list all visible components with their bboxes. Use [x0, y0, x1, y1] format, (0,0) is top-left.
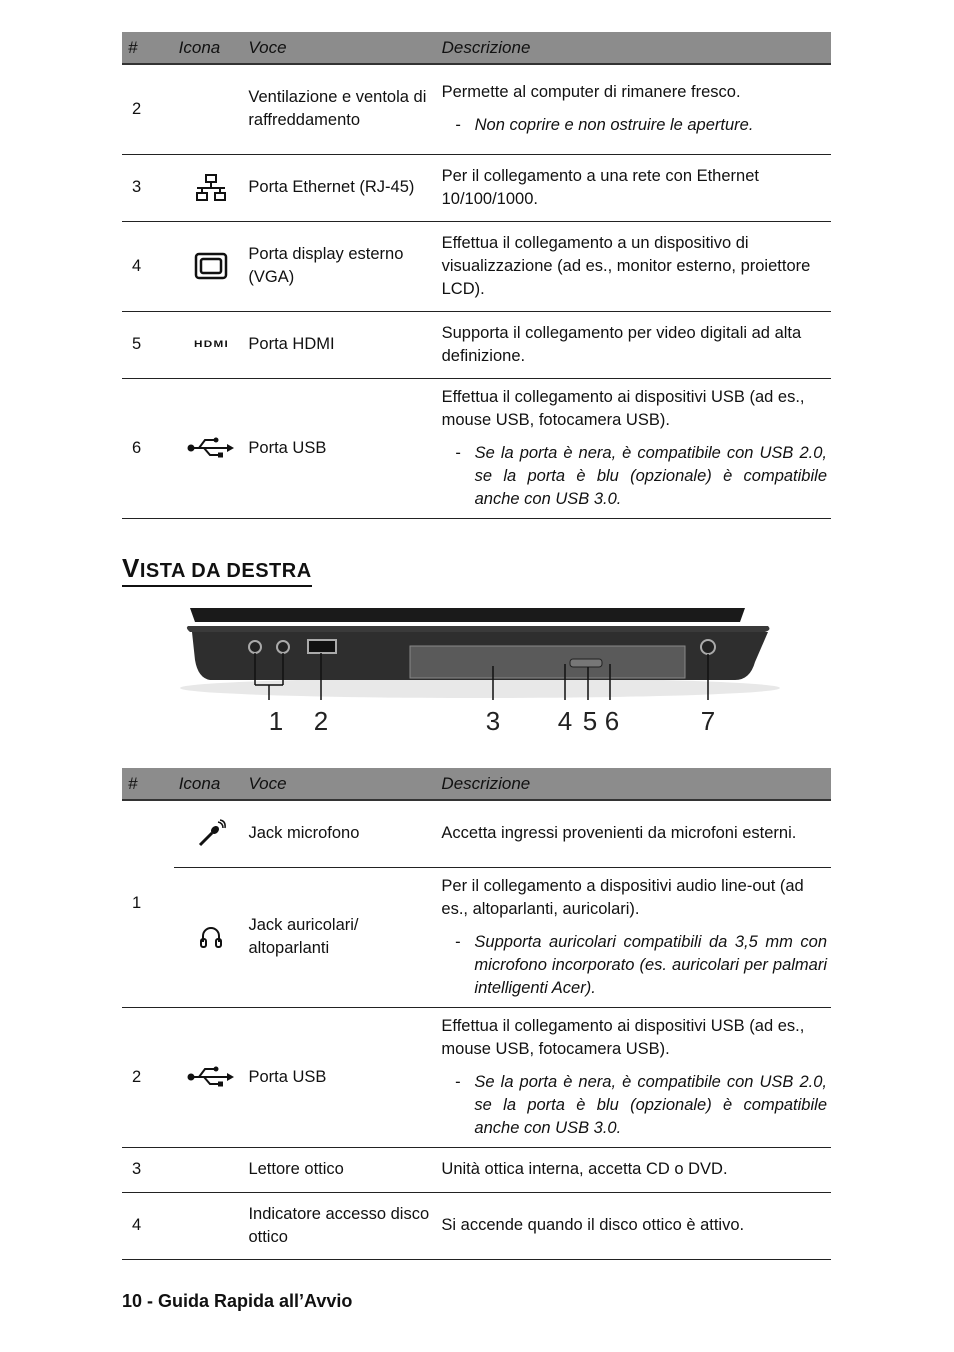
- desc-bullet: - Supporta auricolari compatibili da 3,5 mm con microfono incorporato (es. auricolari per palmari intelligenti Acer).: [455, 932, 827, 997]
- row-number: 2: [122, 1007, 174, 1147]
- row-voce: Porta USB: [248, 1007, 441, 1147]
- icon-cell: [174, 64, 249, 154]
- section-title: VISTA DA DESTRA: [122, 554, 312, 587]
- desc-text: Per il collegamento a dispositivi audio line-out (ad es., altoparlanti, auricolari).: [441, 876, 804, 918]
- row-voce: Ventilazione e ventola di raffreddamento: [248, 64, 441, 154]
- row-number: 3: [122, 1147, 174, 1192]
- desc-text: Permette al computer di rimanere fresco.: [441, 83, 741, 102]
- icon-cell: [174, 378, 249, 518]
- table-row: [122, 1192, 831, 1259]
- table-row: [122, 867, 831, 1007]
- row-voce: Lettore ottico: [248, 1147, 441, 1192]
- header-desc: Descrizione: [441, 768, 831, 800]
- row-desc: [442, 64, 831, 154]
- row-number: 1: [122, 800, 174, 1007]
- laptop-right-side-figure: [180, 600, 780, 740]
- table-row: [122, 1007, 831, 1147]
- usb-icon: [187, 1065, 235, 1089]
- header-desc: Descrizione: [442, 32, 831, 64]
- row-number: 4: [122, 1192, 174, 1259]
- row-desc: Per il collegamento a una rete con Ethernet 10/100/1000.: [442, 154, 831, 221]
- header-icon: Icona: [174, 32, 249, 64]
- row-desc: Supporta il collegamento per video digitali ad alta definizione.: [442, 311, 831, 378]
- desc-bullet: - Se la porta è nera, è compatibile con USB 2.0, se la porta è blu (opzionale) è compatibile anche con USB 3.0.: [455, 443, 827, 508]
- ports-table-1: [122, 32, 831, 519]
- usb-icon: [187, 436, 235, 460]
- row-desc: Si accende quando il disco ottico è attivo.: [441, 1192, 831, 1259]
- icon-cell: [174, 800, 249, 867]
- row-voce: Porta display esterno (VGA): [248, 221, 441, 311]
- icon-cell: [174, 1007, 249, 1147]
- row-desc: [442, 378, 831, 518]
- row-voce: Porta USB: [248, 378, 441, 518]
- table-row: [122, 154, 831, 221]
- row-voce: Indicatore accesso disco ottico: [248, 1192, 441, 1259]
- table-row: [122, 1147, 831, 1192]
- figure-label: 3: [485, 706, 501, 736]
- figure-label: 1: [268, 706, 284, 736]
- row-desc: Unità ottica interna, accetta CD o DVD.: [441, 1147, 831, 1192]
- desc-text: Effettua il collegamento ai dispositivi USB (ad es., mouse USB, fotocamera USB).: [441, 387, 805, 429]
- icon-cell: [174, 311, 249, 378]
- icon-cell: [174, 867, 249, 1007]
- header-voce: Voce: [248, 768, 441, 800]
- table-row: [122, 378, 831, 518]
- figure-label: 7: [700, 706, 716, 736]
- header-icon: Icona: [174, 768, 249, 800]
- row-number: 4: [122, 221, 174, 311]
- row-desc: [441, 867, 831, 1007]
- header-num: #: [122, 768, 174, 800]
- row-voce: Jack microfono: [248, 800, 441, 867]
- header-voce: Voce: [248, 32, 441, 64]
- figure-label: 4: [557, 706, 573, 736]
- table-row: [122, 800, 831, 867]
- microphone-icon: [196, 819, 226, 849]
- header-num: #: [122, 32, 174, 64]
- icon-cell: [174, 1192, 249, 1259]
- icon-cell: [174, 1147, 249, 1192]
- ports-table-2: [122, 768, 831, 1260]
- row-number: 5: [122, 311, 174, 378]
- figure-label: 6: [604, 706, 620, 736]
- row-voce: Porta Ethernet (RJ-45): [248, 154, 441, 221]
- headphone-icon: [199, 924, 223, 950]
- ethernet-icon: [194, 173, 228, 203]
- icon-cell: [174, 221, 249, 311]
- row-voce: Porta HDMI: [248, 311, 441, 378]
- desc-bullet: - Se la porta è nera, è compatibile con USB 2.0, se la porta è blu (opzionale) è compatibile anche con USB 3.0.: [455, 1072, 827, 1137]
- table-row: [122, 221, 831, 311]
- icon-cell: [174, 154, 249, 221]
- row-number: 6: [122, 378, 174, 518]
- row-desc: Effettua il collegamento a un dispositivo di visualizzazione (ad es., monitor esterno, proiettore LCD).: [442, 221, 831, 311]
- desc-bullet: - Non coprire e non ostruire le aperture.: [455, 116, 754, 135]
- table-header-row: [122, 32, 831, 64]
- figure-label: 5: [582, 706, 598, 736]
- row-desc: Accetta ingressi provenienti da microfoni esterni.: [441, 800, 831, 867]
- row-number: 3: [122, 154, 174, 221]
- desc-text: Effettua il collegamento ai dispositivi USB (ad es., mouse USB, fotocamera USB).: [441, 1016, 805, 1058]
- figure-label: 2: [313, 706, 329, 736]
- vga-display-icon: [194, 252, 228, 280]
- page-footer: 10 - Guida Rapida all’Avvio: [122, 1291, 353, 1311]
- hdmi-icon: HDMI: [193, 339, 229, 350]
- table-row: [122, 311, 831, 378]
- table-row: [122, 64, 831, 154]
- row-desc: [441, 1007, 831, 1147]
- row-voce: Jack auricolari/ altoparlanti: [248, 867, 441, 1007]
- table-header-row: [122, 768, 831, 800]
- row-number: 2: [122, 64, 174, 154]
